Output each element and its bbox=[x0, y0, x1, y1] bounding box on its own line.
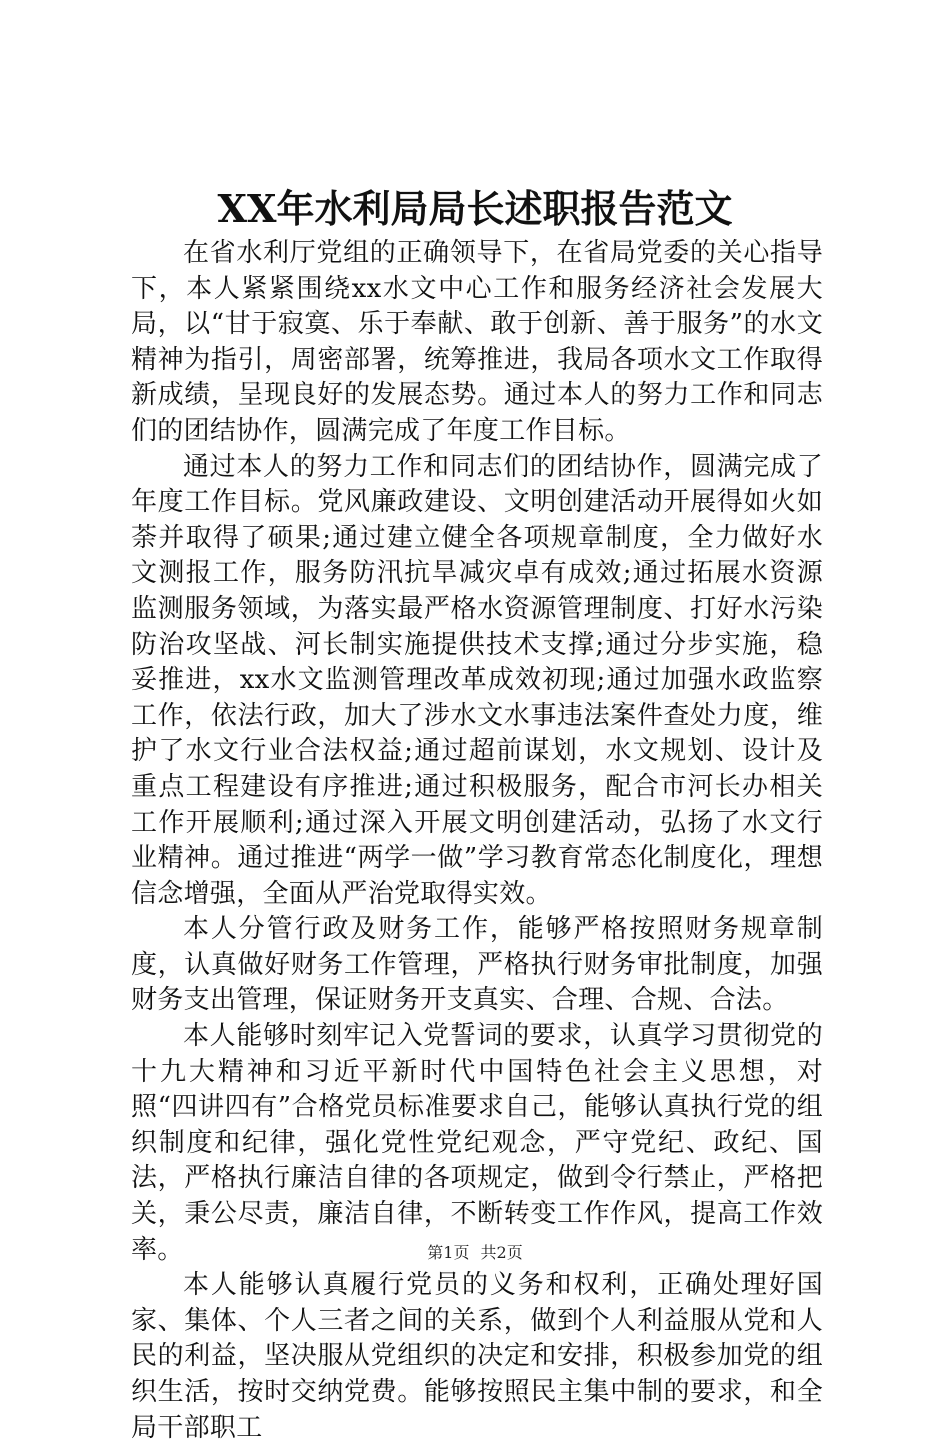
page-total: 共2页 bbox=[480, 1243, 523, 1262]
paragraph-3: 本人分管行政及财务工作，能够严格按照财务规章制度，认真做好财务工作管理，严格执行财务审批制度，加强财务支出管理，保证财务开支真实、合理、合规、合法。 bbox=[131, 914, 823, 1016]
paragraph-4: 本人能够时刻牢记入党誓词的要求，认真学习贯彻党的十九大精神和习近平新时代中国特色社会主义思想，对照“四讲四有”合格党员标准要求自己，能够认真执行党的组织制度和纪律，强化党性党纪观念，严守党纪、政纪、国法，严格执行廉洁自律的各项规定，做到令行禁止，严格把关，秉公尽责，廉洁自律，不断转变工作作风，提高工作效率。 bbox=[131, 1021, 823, 1265]
paragraph-2: 通过本人的努力工作和同志们的团结协作，圆满完成了年度工作目标。党风廉政建设、文明创建活动开展得如火如荼并取得了硕果;通过建立健全各项规章制度，全力做好水文测报工作，服务防汛抗旱减灾卓有成效;通过拓展水资源监测服务领域，为落实最严格水资源管理制度、打好水污染防治攻坚战、河长制实施提供技术支撑;通过分步实施，稳妥推进，xx水文监测管理改革成效初现;通过加强水政监察工作，依法行政，加大了涉水文水事违法案件查处力度，维护了水文行业合法权益;通过超前谋划，水文规划、设计及重点工程建设有序推进;通过积极服务，配合市河长办相关工作开展顺利;通过深入开展文明创建活动，弘扬了水文行业精神。通过推进“两学一做”学习教育常态化制度化，理想信念增强，全面从严治党取得实效。 bbox=[131, 451, 823, 909]
paragraph-5: 本人能够认真履行党员的义务和权利，正确处理好国家、集体、个人三者之间的关系，做到个人利益服从党和人民的利益，坚决服从党组织的决定和安排，积极参加党的组织生活，按时交纳党费。能够按照民主集中制的要求，和全局干部职工 bbox=[131, 1270, 823, 1443]
page-footer bbox=[0, 1242, 950, 1264]
page-number: 第1页 bbox=[427, 1243, 470, 1262]
document-body bbox=[131, 236, 823, 1446]
document-title: XX年水利局局长述职报告范文 bbox=[217, 186, 733, 231]
paragraph-1: 在省水利厅党组的正确领导下，在省局党委的关心指导下，本人紧紧围绕xx水文中心工作和服务经济社会发展大局，以“甘于寂寞、乐于奉献、敢于创新、善于服务”的水文精神为指引，周密部署，统筹推进，我局各项水文工作取得新成绩，呈现良好的发展态势。通过本人的努力工作和同志们的团结协作，圆满完成了年度工作目标。 bbox=[131, 238, 823, 446]
